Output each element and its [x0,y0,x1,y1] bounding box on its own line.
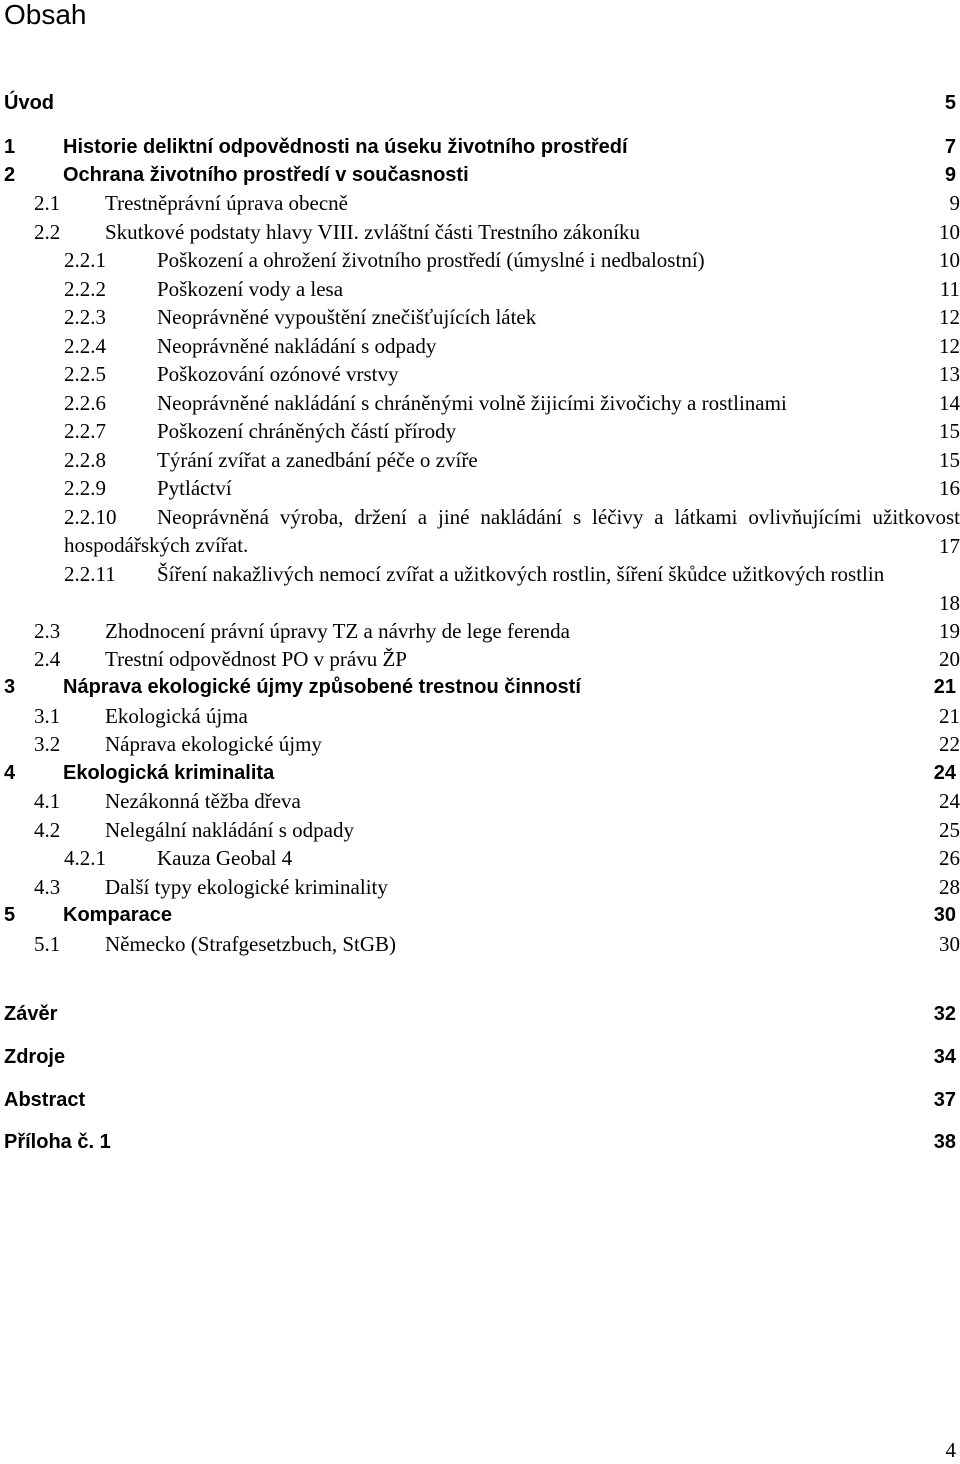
toc-entry-title: Zdroje [4,1043,65,1071]
toc-entry[interactable] [0,873,960,901]
toc-entry-number: 1 [4,133,15,161]
toc-entry-number: 4.2 [34,816,60,844]
toc-entry-number: 5 [4,901,15,929]
toc-entry-page: 10 [939,218,960,246]
toc-entry-page: 11 [940,275,960,303]
toc-entry-title: Pytláctví [157,474,232,502]
toc-entry[interactable] [0,332,960,360]
toc-entry-title: Německo (Strafgesetzbuch, StGB) [105,930,396,958]
toc-entry-title: Příloha č. 1 [4,1128,111,1156]
toc-entry-page: 24 [939,787,960,815]
toc-entry-page: 25 [939,816,960,844]
toc-entry[interactable] [0,730,960,758]
toc-entry-page: 24 [934,759,956,787]
toc-entry[interactable] [0,303,960,331]
toc-entry[interactable] [0,617,960,645]
toc-entry-title: Nelegální nakládání s odpady [105,816,354,844]
toc-entry-page: 12 [939,303,960,331]
toc-entry-title: Trestní odpovědnost PO v právu ŽP [105,645,407,673]
toc-entry-page: 28 [939,873,960,901]
toc-entry-page: 9 [950,189,960,217]
toc-entry[interactable] [0,275,960,303]
toc-entry-number: 2.2.1 [64,246,106,274]
toc-entry-title: Ekologická újma [105,702,248,730]
toc-entry[interactable] [0,189,960,217]
toc-entry[interactable] [0,844,960,872]
toc-entry[interactable] [0,901,960,929]
toc-entry-title: Týrání zvířat a zanedbání péče o zvíře [157,446,478,474]
toc-entry[interactable] [0,702,960,730]
toc-entry-title: Šíření nakažlivých nemocí zvířat a užitkových rostlin, šíření škůdce užitkových rostlin [64,560,960,588]
toc-entry-number: 2.2.10 [64,503,117,531]
toc-entry-number: 2 [4,161,15,189]
toc-entry-title: Skutkové podstaty hlavy VIII. zvláštní části Trestního zákoníku [105,218,640,246]
toc-entry-number: 2.2.5 [64,360,106,388]
toc-entry[interactable] [0,161,960,189]
toc-entry[interactable] [0,446,960,474]
toc-entry-number: 2.2.2 [64,275,106,303]
toc-entry-title: Neoprávněné nakládání s chráněnými volně žijicími živočichy a rostlinami [157,389,787,417]
toc-entry-page: 30 [939,930,960,958]
toc-entry-page: 5 [945,89,956,117]
toc-entry-number: 2.4 [34,645,60,673]
toc-entry-title: Neoprávněné vypouštění znečišťujících látek [157,303,536,331]
toc-entry-page: 18 [939,589,960,617]
toc-entry-number: 2.2.6 [64,389,106,417]
toc-entry[interactable] [0,1043,960,1071]
toc-entry-page: 14 [939,389,960,417]
toc-entry-number: 3 [4,673,15,701]
toc-entry-page: 17 [939,532,960,560]
toc-entry-title: Náprava ekologické újmy způsobené trestnou činností [63,673,581,701]
page-number: 4 [946,1436,957,1464]
toc-entry[interactable] [0,389,960,417]
toc-entry-page: 15 [939,417,960,445]
toc-entry-title: Poškozování ozónové vrstvy [157,360,398,388]
toc-entry[interactable] [0,89,960,117]
toc-entry-page: 32 [934,1000,956,1028]
toc-entry[interactable] [0,930,960,958]
toc-entry[interactable] [0,133,960,161]
toc-entry[interactable] [0,417,960,445]
toc-entry-number: 3.1 [34,702,60,730]
toc-entry-title: Závěr [4,1000,57,1028]
toc-entry-title: Ekologická kriminalita [63,759,274,787]
toc-entry-number: 4.2.1 [64,844,106,872]
toc-entry-title: Neoprávněné nakládání s odpady [157,332,436,360]
toc-entry-page: 9 [945,161,956,189]
toc-entry-title: Historie deliktní odpovědnosti na úseku životního prostředí [63,133,628,161]
toc-entry-page: 12 [939,332,960,360]
toc-entry[interactable] [0,673,960,701]
toc-entry-page: 30 [934,901,956,929]
toc-entry-title: Další typy ekologické kriminality [105,873,388,901]
toc-entry-page: 26 [939,844,960,872]
toc-entry-page: 21 [939,702,960,730]
toc-entry-page: 20 [939,645,960,673]
toc-entry-title: Zhodnocení právní úpravy TZ a návrhy de lege ferenda [105,617,570,645]
toc-entry-number: 4.1 [34,787,60,815]
toc-entry-title: Nezákonná těžba dřeva [105,787,301,815]
toc-entry-page: 38 [934,1128,956,1156]
toc-entry-number: 3.2 [34,730,60,758]
toc-entry-title: Ochrana životního prostředí v současnosti [63,161,469,189]
toc-entry[interactable] [0,1086,960,1114]
toc-entry[interactable] [0,560,960,617]
toc-entry-number: 2.2 [34,218,60,246]
toc-entry-page: 13 [939,360,960,388]
toc-entry-number: 2.3 [34,617,60,645]
toc-entry-title: Poškození chráněných částí přírody [157,417,456,445]
toc-entry-title: Náprava ekologické újmy [105,730,322,758]
toc-entry[interactable] [0,503,960,560]
toc-entry-title: Neoprávněná výroba, držení a jiné nakládání s léčivy a látkami ovlivňujícími užitkovost hospodářských zvířat. [64,503,960,559]
toc-entry-title: Kauza Geobal 4 [157,844,292,872]
toc-entry[interactable] [0,787,960,815]
toc-entry[interactable] [0,816,960,844]
toc-entry-title: Trestněprávní úprava obecně [105,189,348,217]
toc-entry-number: 2.2.4 [64,332,106,360]
toc-entry-page: 22 [939,730,960,758]
toc-entry-page: 7 [945,133,956,161]
toc-entry-number: 2.2.8 [64,446,106,474]
page-title: Obsah [4,0,87,32]
toc-entry-page: 37 [934,1086,956,1114]
toc-entry-number: 2.2.11 [64,560,116,588]
toc-entry-number: 2.2.7 [64,417,106,445]
toc-entry-page: 34 [934,1043,956,1071]
toc-entry-page: 19 [939,617,960,645]
toc-entry-number: 4 [4,759,15,787]
toc-entry[interactable] [0,759,960,787]
toc-entry[interactable] [0,1000,960,1028]
toc-entry[interactable] [0,474,960,502]
toc-entry-page: 15 [939,446,960,474]
toc-entry-title: Poškození a ohrožení životního prostředí (úmyslné i nedbalostní) [157,246,705,274]
toc-entry-number: 2.1 [34,189,60,217]
toc-entry[interactable] [0,645,960,673]
toc-entry-number: 2.2.3 [64,303,106,331]
toc-entry-number: 5.1 [34,930,60,958]
toc-entry-page: 10 [939,246,960,274]
toc-entry-number: 4.3 [34,873,60,901]
toc-entry-title: Úvod [4,89,54,117]
toc-entry-title: Abstract [4,1086,85,1114]
toc-entry-page: 21 [934,673,956,701]
toc-entry-title: Komparace [63,901,172,929]
toc-entry-title: Poškození vody a lesa [157,275,343,303]
toc-entry-page: 16 [939,474,960,502]
toc-entry[interactable] [0,1128,960,1156]
toc-entry[interactable] [0,360,960,388]
toc-entry[interactable] [0,246,960,274]
toc-entry-number: 2.2.9 [64,474,106,502]
toc-entry[interactable] [0,218,960,246]
